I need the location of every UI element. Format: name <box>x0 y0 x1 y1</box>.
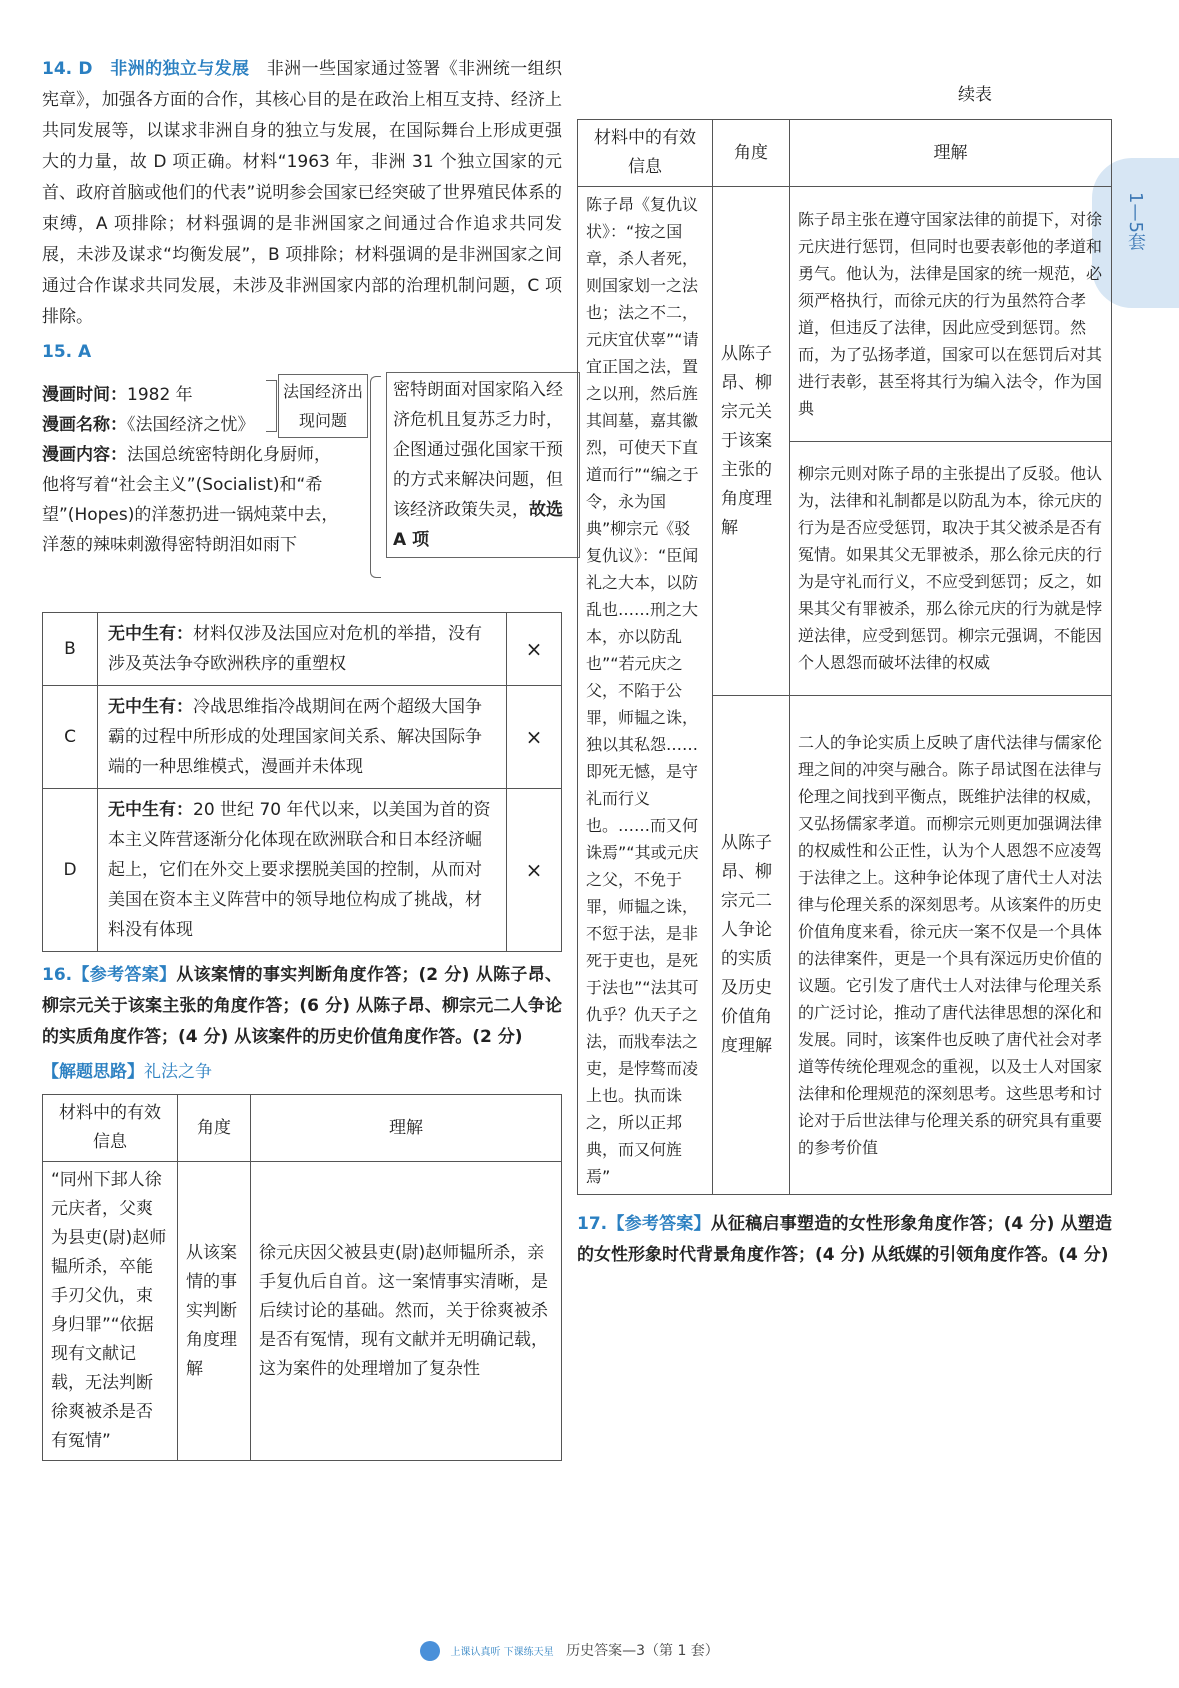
cell-info: “同州下邽人徐元庆者，父爽为县吏(尉)赵师韫所杀，卒能手刃父仇，束身归罪”“依据现有文献记载，无法判断徐爽被杀是否有冤情” <box>43 1162 178 1461</box>
footer-slogan: 上课认真听 下课练天星 <box>450 1647 554 1658</box>
option-text: 材料仅涉及法国应对危机的举措，没有涉及英法争夺欧洲秩序的重塑权 <box>108 624 482 674</box>
bracket-divider <box>370 376 381 578</box>
option-text: 冷战思维指冷战期间在两个超级大国争霸的过程中所形成的处理国家间关系、解决国际争端的一种思维模式，漫画并未体现 <box>108 697 482 777</box>
table-row <box>43 1162 562 1461</box>
idea-tag: 【解题思路】 <box>42 1062 144 1082</box>
q16-text: 从该案情的事实判断角度作答；(2 分) 从陈子昂、柳宗元关于该案主张的角度作答；(6 分) 从陈子昂、柳宗元二人争论的实质角度作答；(4 分) 从该案件的历史价值角度作答。(2 分) <box>42 965 562 1047</box>
q15-head: 15. A <box>42 342 92 362</box>
continued-table <box>577 119 1112 1195</box>
right-column <box>577 80 1112 1271</box>
comic-conclusion <box>386 372 580 558</box>
idea-text: 礼法之争 <box>144 1062 212 1082</box>
option-text: 20 世纪 70 年代以来，以美国为首的资本主义阵营逐渐分化体现在欧洲联合和日本经济崛起上，它们在外交上要求摆脱美国的控制，从而对美国在资本主义阵营中的领导地位构成了挑战，材料没有体现 <box>108 800 491 940</box>
continued-label: 续表 <box>958 85 992 105</box>
q15-comic-analysis <box>42 372 562 602</box>
comic-content: 法国总统密特朗化身厨师，他将写着“社会主义”(Socialist)和“希望”(Hopes)的洋葱扔进一锅炖菜中去，洋葱的辣味刺激得密特朗泪如雨下 <box>42 445 339 555</box>
option-tag: 无中生有： <box>108 697 193 717</box>
wrong-mark-icon: × <box>507 613 562 686</box>
cell-angle: 从陈子昂、柳宗元二人争论的实质及历史价值角度理解 <box>713 696 790 1195</box>
col-header: 理解 <box>790 120 1112 187</box>
bracket-divider <box>266 380 277 432</box>
q16-answer <box>42 960 562 1053</box>
option-explain <box>98 789 507 952</box>
option-key: D <box>43 789 98 952</box>
q17-tag: 17.【参考答案】 <box>577 1214 711 1234</box>
cell-understand: 二人的争论实质上反映了唐代法律与儒家伦理之间的冲突与融合。陈子昂试图在法律与伦理之间找到平衡点，既维护法律的权威，又弘扬儒家孝道。而柳宗元则更加强调法律的权威性和公正性，认为个人恩怨不应凌驾于法律之上。这种争论体现了唐代士人对法律与伦理关系的深刻思考。从该案件的历史价值角度来看，徐元庆一案不仅是一个具体的法律案件，更是一个具有深远历史价值的议题。它引发了唐代士人对法律与伦理关系的广泛讨论，推动了唐代法律思想的深化和发展。同时，该案件也反映了唐代社会对孝道等传统伦理观念的重视，以及士人对国家法律和伦理规范的深刻思考。这些思考和讨论对于后世法律与伦理关系的研究具有重要的参考价值 <box>790 696 1112 1195</box>
set-range-tab: 1—5套 <box>1092 158 1179 308</box>
q16-analysis-table <box>42 1094 562 1461</box>
col-header: 角度 <box>178 1095 251 1162</box>
q14-head: 14. D 非洲的独立与发展 <box>42 59 250 79</box>
cell-understand: 徐元庆因父被县吏(尉)赵师韫所杀，亲手复仇后自首。这一案情事实清晰，是后续讨论的基础。然而，关于徐爽被杀是否有冤情，现有文献并无明确记载，这为案件的处理增加了复杂性 <box>251 1162 562 1461</box>
comic-content-label: 漫画内容： <box>42 445 127 465</box>
col-header: 材料中的有效信息 <box>578 120 713 187</box>
comic-name: 《法国经济之忧》 <box>127 415 255 435</box>
cell-angle: 从陈子昂、柳宗元关于该案主张的角度理解 <box>713 187 790 696</box>
wrong-mark-icon: × <box>507 789 562 952</box>
comic-name-label: 漫画名称： <box>42 415 127 435</box>
conclusion-text: 密特朗面对国家陷入经济危机且复苏乏力时，企图通过强化国家干预的方式来解决问题，但该经济政策失灵， <box>393 380 563 520</box>
left-column <box>42 54 562 1461</box>
wrong-mark-icon: × <box>507 686 562 789</box>
col-header: 材料中的有效信息 <box>43 1095 178 1162</box>
page-footer <box>420 1640 820 1661</box>
q15-options-table <box>42 612 562 952</box>
option-tag: 无中生有： <box>108 624 193 644</box>
q14-answer <box>42 54 562 333</box>
option-key: C <box>43 686 98 789</box>
col-header: 理解 <box>251 1095 562 1162</box>
cell-info: 陈子昂《复仇议状》：“按之国章，杀人者死，则国家划一之法也；法之不二，元庆宜伏辜”“请宜正国之法，置之以刑，然后旌其闾墓，嘉其徽烈，可使天下直道而行”“编之于令，永为国典”柳宗元《驳复仇议》：“臣闻礼之大本，以防乱也……刑之大本，亦以防乱也”“若元庆之父，不陷于公罪，师韫之诛，独以其私怨……即死无憾，是守礼而行义也。……而又何诛焉”“其或元庆之父，不免于罪，师韫之诛，不愆于法，是非死于吏也，是死于法也”“法其可仇乎？仇天子之法，而戕奉法之吏，是悖骜而凌上也。执而诛之，所以正邦典，而又何旌焉” <box>578 187 713 1195</box>
option-row <box>43 789 562 952</box>
conclusion-choice: 故选 A 项 <box>393 500 563 550</box>
option-key: B <box>43 613 98 686</box>
option-row <box>43 686 562 789</box>
page-number: 历史答案—3（第 1 套） <box>566 1643 719 1659</box>
q17-answer <box>577 1209 1112 1271</box>
cell-understand: 陈子昂主张在遵守国家法律的前提下，对徐元庆进行惩罚，但同时也要表彰他的孝道和勇气。他认为，法律是国家的统一规范，必须严格执行，而徐元庆的行为虽然符合孝道，但违反了法律，因此应受到惩罚。然而，为了弘扬孝道，国家可以在惩罚后对其进行表彰，甚至将其行为编入法令，作为国典 <box>790 187 1112 442</box>
comic-time-label: 漫画时间： <box>42 385 127 405</box>
cell-angle: 从该案情的事实判断角度理解 <box>178 1162 251 1461</box>
table-row <box>578 187 1112 442</box>
q16-idea <box>42 1057 562 1088</box>
option-explain <box>98 613 507 686</box>
q14-text: 非洲一些国家通过签署《非洲统一组织宪章》，加强各方面的合作，其核心目的是在政治上相互支持、经济上共同发展等，以谋求非洲自身的独立与发展，在国际舞台上形成更强大的力量，故 D 项正确。材料“1963 年，非洲 31 个独立国家的元首、政府首脑或他们的代表”说明参会国家已经突破了世界殖民体系的束缚，A 项排除；材料强调的是非洲国家之间通过合作追求共同发展，未涉及谋求“均衡发展”，B 项排除；材料强调的是非洲国家之间通过合作谋求共同发展，未涉及非洲国家内部的治理机制问题，C 项排除。 <box>42 59 562 327</box>
q16-tag: 16.【参考答案】 <box>42 965 177 985</box>
q17-text: 从征稿启事塑造的女性形象角度作答；(4 分) 从塑造的女性形象时代背景角度作答；(4 分) 从纸媒的引领角度作答。(4 分) <box>577 1214 1112 1265</box>
brand-logo-icon <box>420 1641 440 1661</box>
comic-time: 1982 年 <box>127 385 193 405</box>
cell-understand: 柳宗元则对陈子昂的主张提出了反驳。他认为，法律和礼制都是以防乱为本，徐元庆的行为是否应受惩罚，取决于其父被杀是否有冤情。如果其父无罪被杀，那么徐元庆的行为是守礼而行义，不应受到惩罚；反之，如果其父有罪被杀，那么徐元庆的行为就是悖逆法律，应受到惩罚。柳宗元强调，不能因个人恩怨而破坏法律的权威 <box>790 441 1112 696</box>
option-explain <box>98 686 507 789</box>
option-tag: 无中生有： <box>108 800 193 820</box>
option-row <box>43 613 562 686</box>
comic-issue: 法国经济出现问题 <box>278 374 368 438</box>
col-header: 角度 <box>713 120 790 187</box>
